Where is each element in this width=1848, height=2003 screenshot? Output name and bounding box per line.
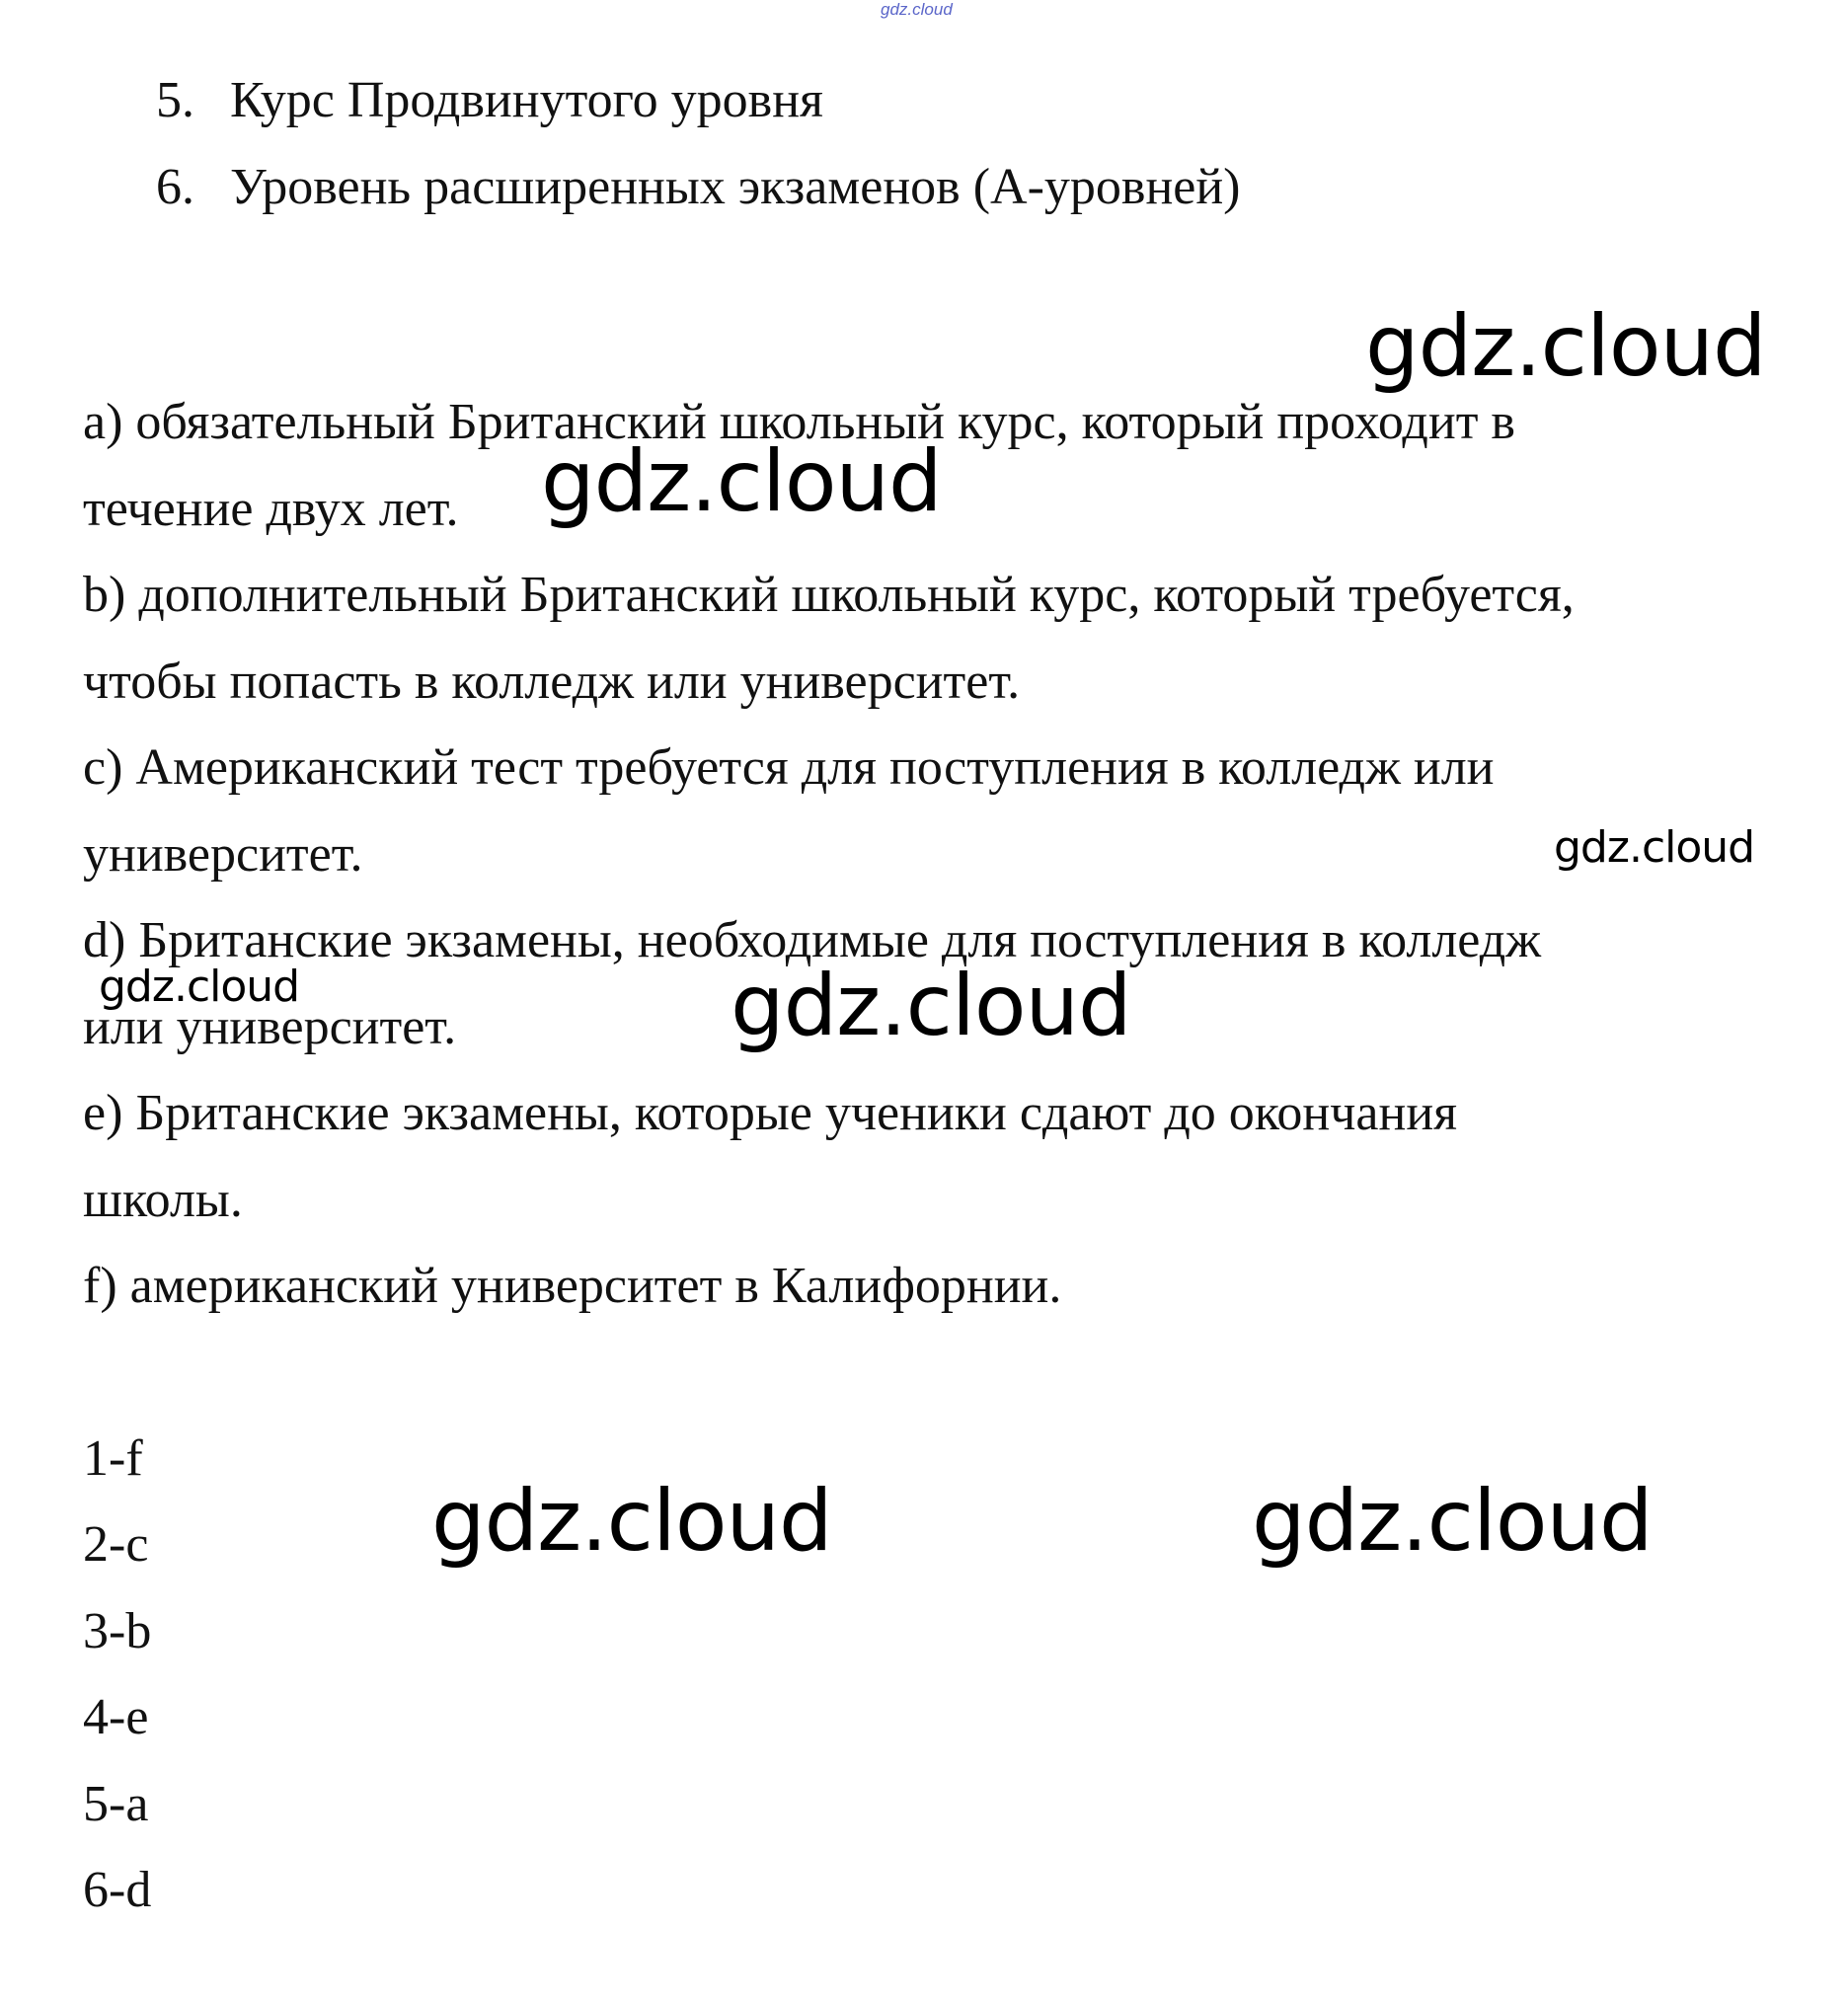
list-item-number: 6.	[156, 159, 194, 215]
definition-d-line2: или университет.	[83, 999, 457, 1055]
watermark-logo: gdz.cloud	[1365, 297, 1766, 396]
definition-a-line2: течение двух лет.	[83, 481, 459, 537]
definition-b-line2: чтобы попасть в колледж или университет.	[83, 654, 1021, 710]
definition-a-line1: a) обязательный Британский школьный курс, который проходит в	[83, 394, 1515, 450]
answer-1: 1-f	[83, 1430, 143, 1487]
answer-3: 3-b	[83, 1603, 152, 1659]
list-item-number: 5.	[156, 72, 194, 128]
definition-d-line1: d) Британские экзамены, необходимые для поступления в колледж	[83, 912, 1542, 968]
watermark-logo: gdz.cloud	[1252, 1472, 1653, 1571]
definition-e-line2: школы.	[83, 1172, 243, 1228]
watermark-logo: gdz.cloud	[431, 1472, 832, 1571]
answer-2: 2-c	[83, 1516, 149, 1573]
definition-c-line2: университет.	[83, 826, 363, 883]
answer-4: 4-e	[83, 1689, 149, 1745]
list-item-text: Курс Продвинутого уровня	[230, 72, 823, 128]
watermark-logo: gdz.cloud	[1554, 822, 1755, 873]
definition-b-line1: b) дополнительный Британский школьный курс, который требуется,	[83, 567, 1575, 623]
watermark-logo: gdz.cloud	[731, 957, 1131, 1055]
list-item-text: Уровень расширенных экзаменов (А-уровней)	[230, 159, 1241, 215]
list-item-5	[156, 71, 823, 130]
answer-5: 5-a	[83, 1776, 149, 1832]
answer-6: 6-d	[83, 1862, 152, 1918]
list-item-6	[156, 158, 1241, 217]
definition-c-line1: c) Американский тест требуется для поступления в колледж или	[83, 739, 1495, 796]
watermark-logo: gdz.cloud	[99, 962, 300, 1012]
definition-e-line1: e) Британские экзамены, которые ученики сдают до окончания	[83, 1085, 1458, 1141]
top-watermark: gdz.cloud	[881, 0, 953, 19]
watermark-logo: gdz.cloud	[541, 432, 942, 531]
definition-f-line1: f) американский университет в Калифорнии.	[83, 1258, 1062, 1314]
